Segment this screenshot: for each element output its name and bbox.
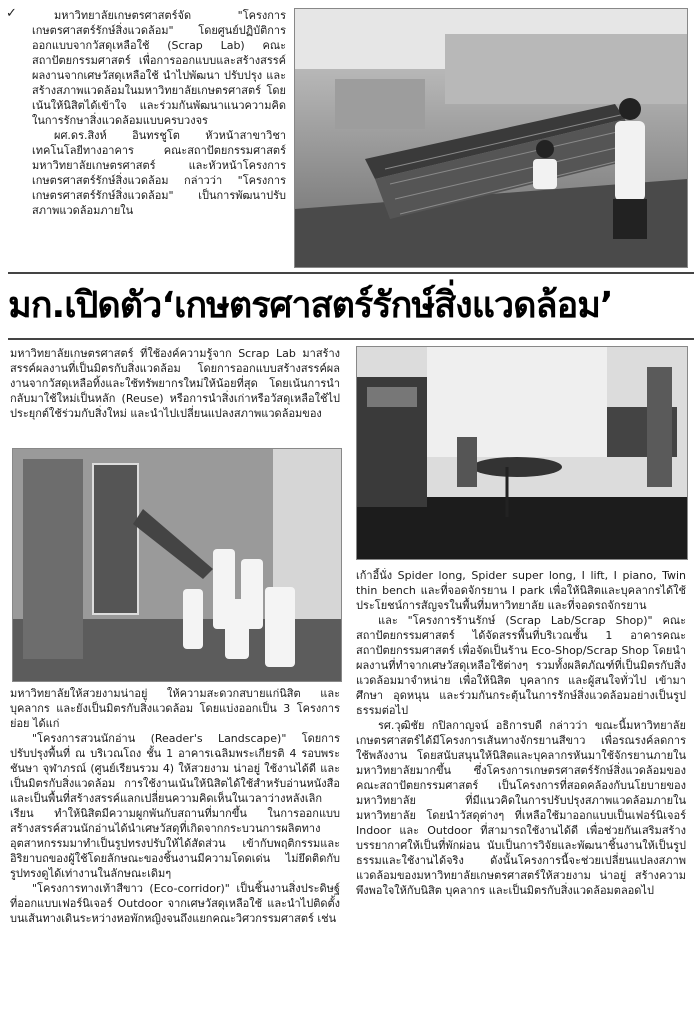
photo-readers-landscape bbox=[12, 448, 342, 682]
readers-landscape-image bbox=[13, 449, 341, 681]
clipping-corner-mark: ✓ bbox=[6, 6, 17, 21]
right-column-paragraph: เก้าอี้นั่ง Spider long, Spider super long, I lift, I piano, Twin thin bench และที่จอดจักรยาน I park เพื่อให้นิสิตและบุคลากรได้ใช้ประโยชน์การสัญจรในพื้นที่มหาวิทยาลัย และที่จอดรถจักรยาน bbox=[356, 569, 686, 612]
right-column-paragraph: และ "โครงการร้านรักษ์ (Scrap Lab/Scrap Shop)" คณะสถาปัตยกรรมศาสตร์ ได้จัดสรรพื้นที่บริเวณชั้น 1 อาคารคณะสถาปัตยกรรมศาสตร์ เพื่อจัดเป็นร้าน Eco-Shop/Scrap Shop โดยนำผลงานที่ทำจากเศษวัสดุเหลือใช้ต่างๆ รวมทั้งผลิตภัณฑ์ที่เป็นมิตรกับสิ่งแวดล้อมมาจำหน่าย เพื่อให้นิสิต บุคลากร และผู้สนใจทั่วไป เข้ามาศึกษา อุดหนุน และร่วมกันกระตุ้นในการรักษ์สิ่งแวดล้อมอย่างเป็นรูปธรรมต่อไป bbox=[356, 614, 686, 717]
right-column-paragraph: รศ.วุฒิชัย กปิลกาญจน์ อธิการบดี กล่าวว่า ขณะนี้มหาวิทยาลัยเกษตรศาสตร์ได้มีโครงการเส้นทางจักรยานสีขาว เพื่อรณรงค์ลดการใช้พลังงาน โดยสนับสนุนให้นิสิตและบุคลากรหันมาใช้จักรยานภายในมหาวิทยาลัยมากขึ้น ซึ่งโครงการเกษตรศาสตร์รักษ์สิ่งแวดล้อมของคณะสถาปัตยกรรมศาสตร์ เป็นโครงการที่สอดคล้องกับนโยบายของมหาวิทยาลัย ที่มีแนวคิดในการปรับปรุงสภาพแวดล้อมภายในมหาวิทยาลัย โดยนำวัสดุต่างๆ ที่เหลือใช้มาออกแบบเป็นเฟอร์นิเจอร์ Indoor และ Outdoor ที่สามารถใช้งานได้ดี เพื่อช่วยกันเสริมสร้างบรรยากาศให้เป็นที่พักผ่อน นับเป็นการวิจัยและพัฒนาชิ้นงานให้เป็นรูปธรรมและใช้งานได้จริง ดังนั้นโครงการนี้จะช่วยเปลี่ยนแปลงสภาพแวดล้อมของมหาวิทยาลัยเกษตรศาสตร์ให้สวยงาม น่าอยู่ สร้างความพึงพอใจให้กับนิสิต บุคลากร และเป็นมิตรกับสิ่งแวดล้อมตลอดไป bbox=[356, 719, 686, 897]
photo-scrap-shop bbox=[356, 346, 688, 560]
left-column-text-top bbox=[10, 346, 340, 442]
left-column-paragraph: มหาวิทยาลัยให้สวยงามน่าอยู่ ให้ความสะดวกสบายแก่นิสิต และบุคลากร และยังเป็นมิตรกับสิ่งแวดล้อม โดยแบ่งออกเป็น 3 โครงการย่อย ได้แก่ bbox=[10, 687, 340, 730]
left-column-paragraph: มหาวิทยาลัยเกษตรศาสตร์ ที่ใช้องค์ความรู้จาก Scrap Lab มาสร้างสรรค์ผลงานที่เป็นมิตรกับสิ่งแวดล้อม โดยการออกแบบสร้างสรรค์ผลงานจากวัสดุเหลือทิ้งและใช้ทรัพยากรใหม่ให้น้อยที่สุด โดยเน้นการนำกลับมาใช้ใหม่เป็นหลัก (Reuse) หรือการนำสิ่งเก่าหรือวัสดุเหลือใช้ไปประยุกต์ใช้ร่วมกับสิ่งใหม่ และนำไปเปลี่ยนแปลงสภาพแวดล้อมของ bbox=[10, 347, 340, 420]
left-column-paragraph: "โครงการทางเท้าสีขาว (Eco-corridor)" เป็นชิ้นงานสิ่งประดิษฐ์ที่ออกแบบเฟอร์นิเจอร์ Outdoor จากเศษวัสดุเหลือใช้ และนำไปติดตั้งบนเส้นทางเดินระหว่างหอพักหญิงจนถึงแยกคณะวิศวกรรมศาสตร์ เช่น bbox=[10, 882, 340, 925]
bench-scene-image bbox=[295, 9, 687, 267]
top-article-paragraph: ผศ.ดร.สิงห์ อินทรชูโต หัวหน้าสาขาวิชาเทคโนโลยีทางอาคาร คณะสถาปัตยกรรมศาสตร์ มหาวิทยาลัยเกษตรศาสตร์ และหัวหน้าโครงการเกษตรศาสตร์รักษ์สิ่งแวดล้อม กล่าวว่า "โครงการเกษตรศาสตร์รักษ์สิ่งแวดล้อม" เป็นการพัฒนาปรับสภาพแวดล้อมภายใน bbox=[32, 129, 286, 217]
right-column-text bbox=[356, 568, 686, 1016]
headline-rule bbox=[8, 272, 694, 274]
headline: มก.เปิดตัว‘เกษตรศาสตร์รักษ์สิ่งแวดล้อม’ bbox=[8, 285, 613, 326]
top-article-text bbox=[32, 8, 286, 266]
photo-bench-students bbox=[294, 8, 688, 268]
left-column-paragraph: "โครงการสวนนักอ่าน (Reader's Landscape)" โดยการปรับปรุงพื้นที่ ณ บริเวณโถง ชั้น 1 อาคารเฉลิมพระเกียรติ 4 รอบพระชันษา จุฬาภรณ์ (ศูนย์เรียนรวม 4) ให้สวยงาม น่าอยู่ ใช้งานได้ดี และเป็นมิตรกับสิ่งแวดล้อม การใช้งานเน้นให้นิสิตได้ใช้สำหรับอ่านหนังสือ และเป็นพื้นที่สร้างสรรค์แลกเปลี่ยนความคิดเห็นในเวลาว่างหลังเลิกเรียน ทำให้นิสิตมีความผูกพันกับสถานที่มากขึ้น ในการออกแบบสร้างสรรค์สวนนักอ่านได้นำเศษวัสดุที่เกิดจากกระบวนการผลิตทางอุตสาหกรรมมาทำเป็นรูปทรงปรับให้ได้สัดส่วน เข้ากับพฤติกรรมและอิริยาบถของผู้ใช้โดยลักษณะของชิ้นงานมีความโดดเด่น ไม่ยึดติดกับรูปทรงดูได้เท่างานในลักษณะเดิมๆ bbox=[10, 732, 340, 880]
scrap-shop-image bbox=[357, 347, 687, 559]
headline-rule bbox=[8, 338, 694, 340]
top-article-paragraph: มหาวิทยาลัยเกษตรศาสตร์จัด "โครงการเกษตรศาสตร์รักษ์สิ่งแวดล้อม" โดยศูนย์ปฏิบัติการออกแบบจากวัสดุเหลือใช้ (Scrap Lab) คณะสถาปัตยกรรมศาสตร์ เพื่อการออกแบบและสร้างสรรค์ผลงานจากเศษวัสดุเหลือใช้ นำไปพัฒนา ปรับปรุง และสร้างสภาพแวดล้อมในมหาวิทยาลัยเกษตรศาสตร์ โดยเน้นให้นิสิตได้เข้าใจ และร่วมกันพัฒนาแนวความคิดในการรักษาสิ่งแวดล้อมแบบครบวงจร bbox=[32, 9, 286, 127]
left-column-text-bottom bbox=[10, 686, 340, 1016]
